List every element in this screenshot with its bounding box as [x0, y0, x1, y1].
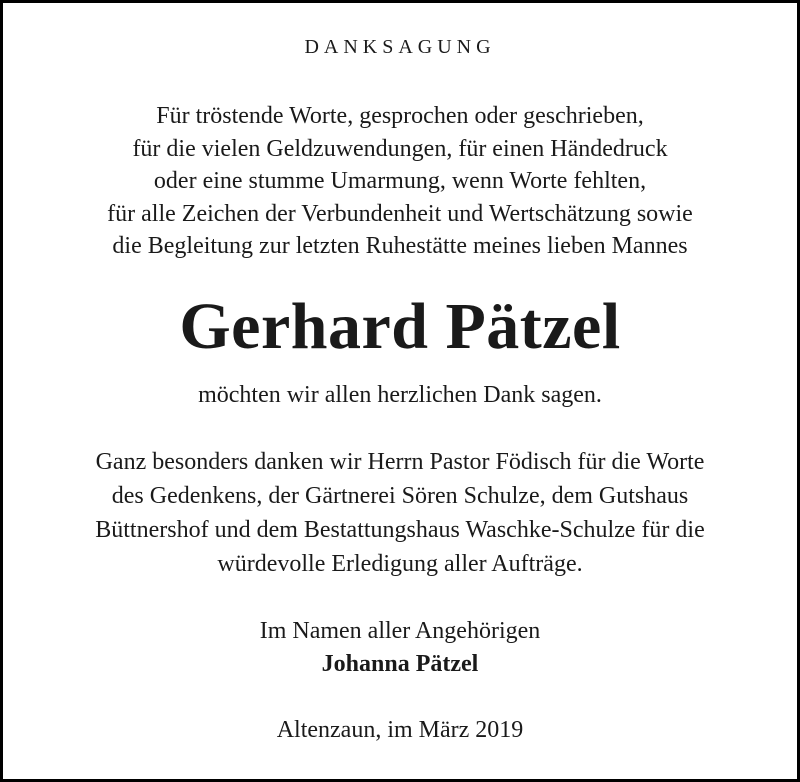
special-line: Ganz besonders danken wir Herrn Pastor Födisch für die Worte	[95, 449, 705, 475]
thanks-line: möchten wir allen herzlichen Dank sagen.	[198, 382, 602, 408]
intro-paragraph	[3, 100, 797, 263]
signer-name: Johanna Pätzel	[321, 651, 479, 677]
special-line: des Gedenkens, der Gärtnerei Sören Schulze, dem Gutshaus	[111, 483, 689, 509]
special-thanks-paragraph	[3, 445, 797, 581]
special-line: Büttnershof und dem Bestattungshaus Waschke-Schulze für die	[95, 517, 705, 543]
notice-heading: DANKSAGUNG	[304, 36, 496, 58]
intro-line: oder eine stumme Umarmung, wenn Worte fehlten,	[153, 168, 647, 194]
intro-line: Für tröstende Worte, gesprochen oder geschrieben,	[156, 103, 644, 129]
place-date: Altenzaun, im März 2019	[276, 717, 524, 743]
special-line: würdevolle Erledigung aller Aufträge.	[217, 551, 583, 577]
on-behalf-line: Im Namen aller Angehörigen	[259, 618, 541, 644]
intro-line: für die vielen Geldzuwendungen, für einen Händedruck	[132, 135, 668, 162]
intro-line: die Begleitung zur letzten Ruhestätte meines lieben Mannes	[112, 233, 688, 259]
deceased-name: Gerhard Pätzel	[179, 290, 621, 363]
intro-line: für alle Zeichen der Verbundenheit und Wertschätzung sowie	[107, 200, 693, 227]
